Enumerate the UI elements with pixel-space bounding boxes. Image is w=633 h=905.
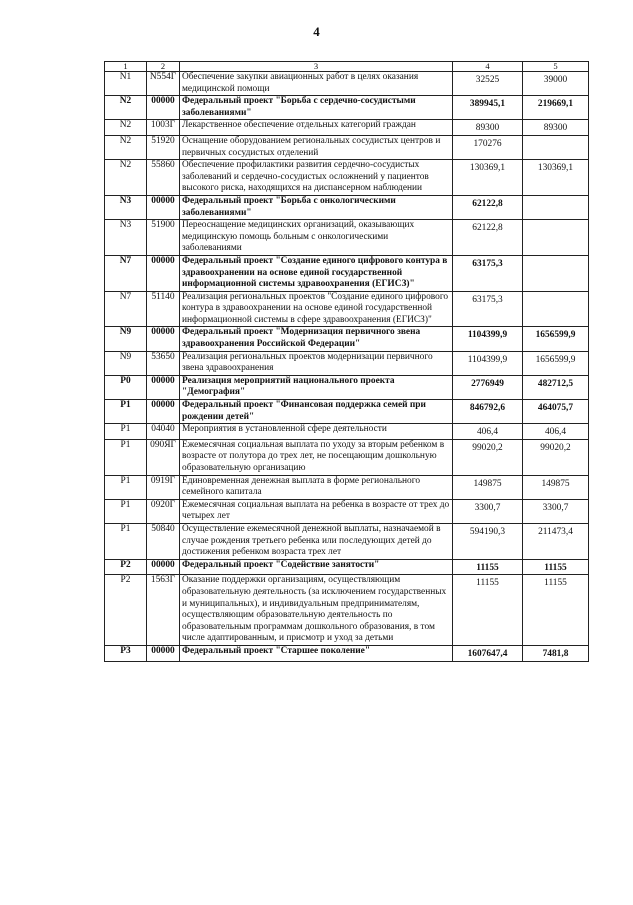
table-row bbox=[105, 72, 589, 96]
page-number: 4 bbox=[313, 24, 320, 39]
cell-col-2: 090ЯГ bbox=[147, 439, 180, 475]
cell-col-2: 00000 bbox=[147, 645, 180, 661]
cell-col-2: 51900 bbox=[147, 220, 180, 256]
cell-col-4: 89300 bbox=[453, 120, 523, 136]
cell-col-5: 149875 bbox=[523, 475, 589, 499]
cell-col-4: 170276 bbox=[453, 135, 523, 159]
cell-col-1: P1 bbox=[105, 475, 147, 499]
cell-col-5: 39000 bbox=[523, 72, 589, 96]
cell-col-4: 149875 bbox=[453, 475, 523, 499]
table-row bbox=[105, 439, 589, 475]
table-row bbox=[105, 575, 589, 646]
cell-col-1: P2 bbox=[105, 575, 147, 646]
cell-col-3: Федеральный проект "Создание единого цифрового контура в здравоохранении на основе единой государственной информационной системы здравоохранения (ЕГИСЗ)" bbox=[180, 255, 453, 291]
table-row bbox=[105, 96, 589, 120]
cell-col-1: P2 bbox=[105, 559, 147, 575]
header-col-2: 2 bbox=[147, 62, 180, 72]
cell-col-5: 482712,5 bbox=[523, 375, 589, 399]
cell-col-1: N1 bbox=[105, 72, 147, 96]
cell-col-2: 00000 bbox=[147, 327, 180, 351]
cell-col-1: P1 bbox=[105, 523, 147, 559]
cell-col-4: 406,4 bbox=[453, 424, 523, 440]
cell-col-1: N9 bbox=[105, 327, 147, 351]
cell-col-5 bbox=[523, 255, 589, 291]
cell-col-3: Федеральный проект "Борьба с онкологическими заболеваниями" bbox=[180, 195, 453, 219]
cell-col-3: Реализация региональных проектов "Создание единого цифрового контура в здравоохранении на основе единой государственной информационной системы в сфере здравоохранения (ЕГИСЗ)" bbox=[180, 291, 453, 327]
cell-col-2: 51140 bbox=[147, 291, 180, 327]
header-col-4: 4 bbox=[453, 62, 523, 72]
cell-col-4: 130369,1 bbox=[453, 160, 523, 196]
cell-col-5 bbox=[523, 195, 589, 219]
cell-col-5: 211473,4 bbox=[523, 523, 589, 559]
cell-col-3: Ежемесячная социальная выплата по уходу за вторым ребенком в возрасте от полутора до трех лет, не посещающим дошкольную образовательную организацию bbox=[180, 439, 453, 475]
cell-col-3: Обеспечение профилактики развития сердечно-сосудистых заболеваний и сердечно-сосудистых осложнений у пациентов высокого риска, находящихся на диспансерном наблюдении bbox=[180, 160, 453, 196]
cell-col-4: 1607647,4 bbox=[453, 645, 523, 661]
cell-col-5: 464075,7 bbox=[523, 400, 589, 424]
cell-col-1: P1 bbox=[105, 400, 147, 424]
header-col-3: 3 bbox=[180, 62, 453, 72]
cell-col-5: 3300,7 bbox=[523, 499, 589, 523]
cell-col-2: 00000 bbox=[147, 255, 180, 291]
cell-col-2: 51920 bbox=[147, 135, 180, 159]
cell-col-2: 0920Г bbox=[147, 499, 180, 523]
cell-col-1: N7 bbox=[105, 291, 147, 327]
cell-col-5: 11155 bbox=[523, 575, 589, 646]
cell-col-1: N7 bbox=[105, 255, 147, 291]
cell-col-5: 130369,1 bbox=[523, 160, 589, 196]
table-row bbox=[105, 645, 589, 661]
table-row bbox=[105, 475, 589, 499]
cell-col-4: 11155 bbox=[453, 575, 523, 646]
cell-col-4: 3300,7 bbox=[453, 499, 523, 523]
cell-col-3: Оказание поддержки организациям, осуществляющим образовательную деятельность (за исключением государственных и муниципальных), и индивидуальным предпринимателям, осуществляющим образовательную деятельность по образовательным программам дошкольного образования, в том числе адаптированным, и присмотр и уход за детьми bbox=[180, 575, 453, 646]
cell-col-3: Лекарственное обеспечение отдельных категорий граждан bbox=[180, 120, 453, 136]
table-row bbox=[105, 559, 589, 575]
cell-col-1: P3 bbox=[105, 645, 147, 661]
cell-col-2: N554Г bbox=[147, 72, 180, 96]
table-row bbox=[105, 424, 589, 440]
cell-col-1: N2 bbox=[105, 96, 147, 120]
cell-col-3: Ежемесячная социальная выплата на ребенка в возрасте от трех до четырех лет bbox=[180, 499, 453, 523]
cell-col-3: Федеральный проект "Борьба с сердечно-сосудистыми заболеваниями" bbox=[180, 96, 453, 120]
cell-col-2: 00000 bbox=[147, 195, 180, 219]
cell-col-5 bbox=[523, 291, 589, 327]
cell-col-2: 00000 bbox=[147, 96, 180, 120]
cell-col-3: Федеральный проект "Старшее поколение" bbox=[180, 645, 453, 661]
cell-col-2: 04040 bbox=[147, 424, 180, 440]
cell-col-4: 99020,2 bbox=[453, 439, 523, 475]
cell-col-1: P0 bbox=[105, 375, 147, 399]
cell-col-3: Осуществление ежемесячной денежной выплаты, назначаемой в случае рождения третьего ребенка или последующих детей до достижения ребенком возраста трех лет bbox=[180, 523, 453, 559]
cell-col-2: 1563Г bbox=[147, 575, 180, 646]
cell-col-5: 406,4 bbox=[523, 424, 589, 440]
table-row bbox=[105, 351, 589, 375]
cell-col-3: Обеспечение закупки авиационных работ в целях оказания медицинской помощи bbox=[180, 72, 453, 96]
cell-col-5: 7481,8 bbox=[523, 645, 589, 661]
cell-col-3: Федеральный проект "Содействие занятости" bbox=[180, 559, 453, 575]
cell-col-1: N2 bbox=[105, 135, 147, 159]
cell-col-5: 219669,1 bbox=[523, 96, 589, 120]
cell-col-2: 00000 bbox=[147, 559, 180, 575]
cell-col-4: 594190,3 bbox=[453, 523, 523, 559]
cell-col-1: N2 bbox=[105, 160, 147, 196]
cell-col-3: Единовременная денежная выплата в форме регионального семейного капитала bbox=[180, 475, 453, 499]
cell-col-2: 00000 bbox=[147, 375, 180, 399]
table-row bbox=[105, 400, 589, 424]
cell-col-5 bbox=[523, 135, 589, 159]
cell-col-3: Федеральный проект "Финансовая поддержка семей при рождении детей" bbox=[180, 400, 453, 424]
table-row bbox=[105, 160, 589, 196]
cell-col-2: 00000 bbox=[147, 400, 180, 424]
table-row bbox=[105, 195, 589, 219]
table-row bbox=[105, 220, 589, 256]
table-row bbox=[105, 291, 589, 327]
cell-col-5: 1656599,9 bbox=[523, 327, 589, 351]
header-col-1: 1 bbox=[105, 62, 147, 72]
cell-col-4: 1104399,9 bbox=[453, 327, 523, 351]
table-body bbox=[105, 72, 589, 662]
cell-col-4: 62122,8 bbox=[453, 220, 523, 256]
cell-col-5: 11155 bbox=[523, 559, 589, 575]
cell-col-4: 1104399,9 bbox=[453, 351, 523, 375]
cell-col-1: P1 bbox=[105, 439, 147, 475]
cell-col-4: 2776949 bbox=[453, 375, 523, 399]
cell-col-1: N3 bbox=[105, 195, 147, 219]
cell-col-4: 846792,6 bbox=[453, 400, 523, 424]
cell-col-1: P1 bbox=[105, 499, 147, 523]
cell-col-2: 0919Г bbox=[147, 475, 180, 499]
cell-col-2: 1003Г bbox=[147, 120, 180, 136]
cell-col-5 bbox=[523, 220, 589, 256]
table-row bbox=[105, 120, 589, 136]
cell-col-4: 32525 bbox=[453, 72, 523, 96]
cell-col-3: Реализация региональных проектов модернизации первичного звена здравоохранения bbox=[180, 351, 453, 375]
cell-col-3: Федеральный проект "Модернизация первичного звена здравоохранения Российской Федерации" bbox=[180, 327, 453, 351]
cell-col-2: 50840 bbox=[147, 523, 180, 559]
cell-col-3: Оснащение оборудованием региональных сосудистых центров и первичных сосудистых отделений bbox=[180, 135, 453, 159]
cell-col-1: N2 bbox=[105, 120, 147, 136]
cell-col-4: 63175,3 bbox=[453, 255, 523, 291]
table-row bbox=[105, 375, 589, 399]
cell-col-3: Реализация мероприятий национального проекта "Демография" bbox=[180, 375, 453, 399]
cell-col-4: 62122,8 bbox=[453, 195, 523, 219]
header-col-5: 5 bbox=[523, 62, 589, 72]
cell-col-3: Переоснащение медицинских организаций, оказывающих медицинскую помощь больным с онкологическими заболеваниями bbox=[180, 220, 453, 256]
cell-col-5: 89300 bbox=[523, 120, 589, 136]
cell-col-1: P1 bbox=[105, 424, 147, 440]
cell-col-4: 11155 bbox=[453, 559, 523, 575]
cell-col-3: Мероприятия в установленной сфере деятельности bbox=[180, 424, 453, 440]
cell-col-2: 53650 bbox=[147, 351, 180, 375]
cell-col-1: N3 bbox=[105, 220, 147, 256]
table-row bbox=[105, 327, 589, 351]
budget-table bbox=[104, 61, 589, 662]
table-row bbox=[105, 499, 589, 523]
table-row bbox=[105, 255, 589, 291]
table-row bbox=[105, 135, 589, 159]
header-row bbox=[105, 62, 589, 72]
cell-col-2: 55860 bbox=[147, 160, 180, 196]
cell-col-5: 1656599,9 bbox=[523, 351, 589, 375]
cell-col-5: 99020,2 bbox=[523, 439, 589, 475]
table-row bbox=[105, 523, 589, 559]
cell-col-1: N9 bbox=[105, 351, 147, 375]
cell-col-4: 389945,1 bbox=[453, 96, 523, 120]
cell-col-4: 63175,3 bbox=[453, 291, 523, 327]
